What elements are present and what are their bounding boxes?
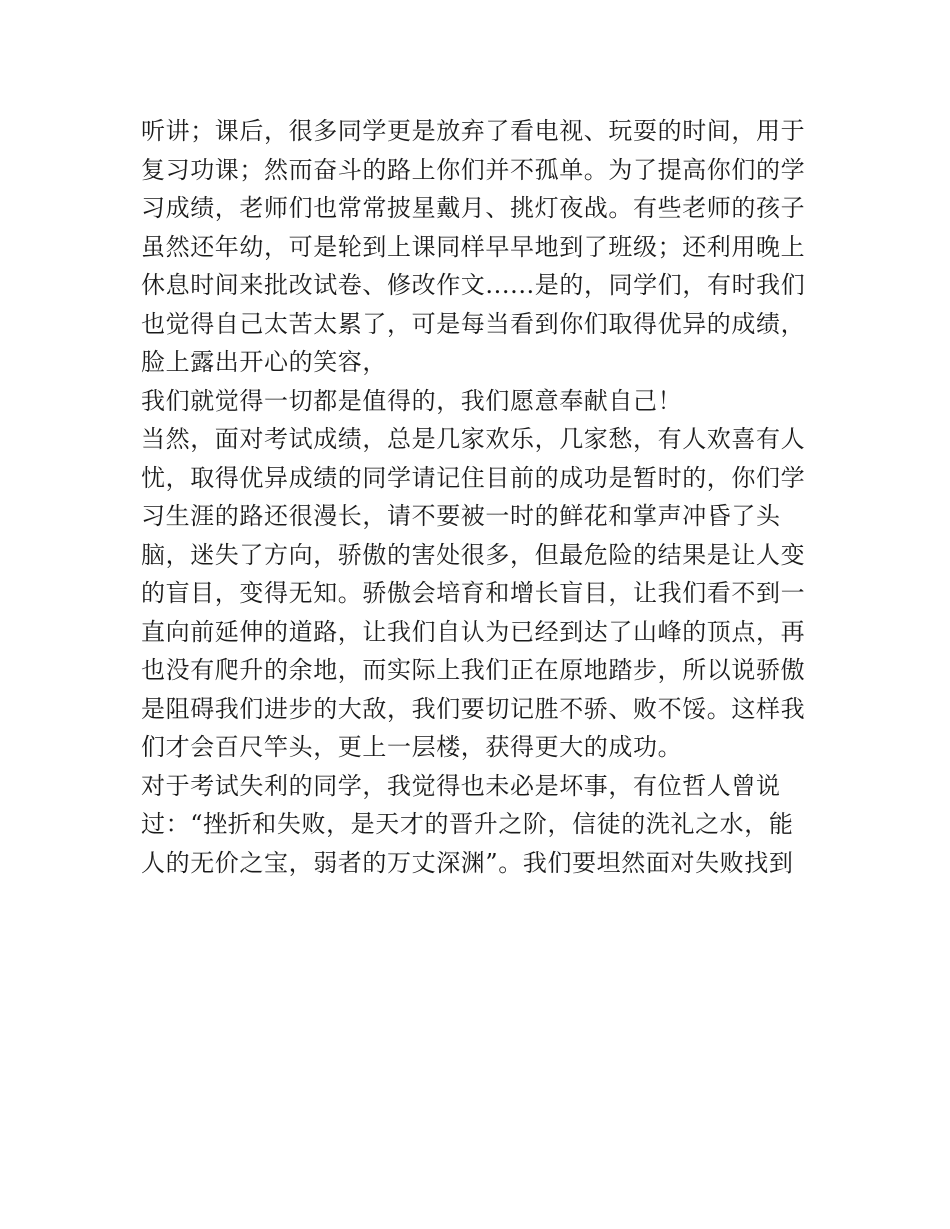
body-text <box>141 112 821 882</box>
text-line: 习成绩，老师们也常常披星戴月、挑灯夜战。有些老师的孩子 <box>141 194 806 222</box>
text-line: 忧，取得优异成绩的同学请记住目前的成功是暂时的，你们学 <box>141 463 806 492</box>
text-line: 复习功课；然而奋斗的路上你们并不孤单。为了提高你们的学 <box>141 155 806 184</box>
text-line: 习生涯的路还很漫长，请不要被一时的鲜花和掌声冲昏了头 <box>141 502 781 530</box>
text-line: 听讲；课后，很多同学更是放弃了看电视、玩耍的时间，用于 <box>141 117 806 145</box>
text-line: 也没有爬升的余地，而实际上我们正在原地踏步，所以说骄傲 <box>141 656 806 684</box>
text-line: 直向前延伸的道路，让我们自认为已经到达了山峰的顶点，再 <box>141 617 806 646</box>
text-line: 当然，面对考试成绩，总是几家欢乐，几家愁，有人欢喜有人 <box>141 425 806 453</box>
text-line: 虽然还年幼，可是轮到上课同样早早地到了班级；还利用晚上 <box>141 232 806 261</box>
text-line: 的盲目，变得无知。骄傲会培育和增长盲目，让我们看不到一 <box>141 579 806 607</box>
text-line: 们才会百尺竿头，更上一层楼，获得更大的成功。 <box>141 733 683 761</box>
text-line: 是阻碍我们进步的大敌，我们要切记胜不骄、败不馁。这样我 <box>141 694 806 723</box>
text-line: 对于考试失利的同学，我觉得也未必是坏事，有位哲人曾说 <box>141 771 781 800</box>
text-line: 休息时间来批改试卷、修改作文......是的，同学们，有时我们 <box>141 271 806 299</box>
text-line: 人的无价之宝，弱者的万丈深渊”。我们要坦然面对失败找到 <box>141 848 794 877</box>
text-line: 也觉得自己太苦太累了，可是每当看到你们取得优异的成绩， <box>141 309 806 338</box>
text-line: 脑，迷失了方向，骄傲的害处很多，但最危险的结果是让人变 <box>141 540 806 569</box>
text-line: 脸上露出开心的笑容， <box>141 348 387 376</box>
text-line: 我们就觉得一切都是值得的，我们愿意奉献自己！ <box>141 386 683 415</box>
text-line: 过：“挫折和失败，是天才的晋升之阶，信徒的洗礼之水，能 <box>141 810 794 838</box>
